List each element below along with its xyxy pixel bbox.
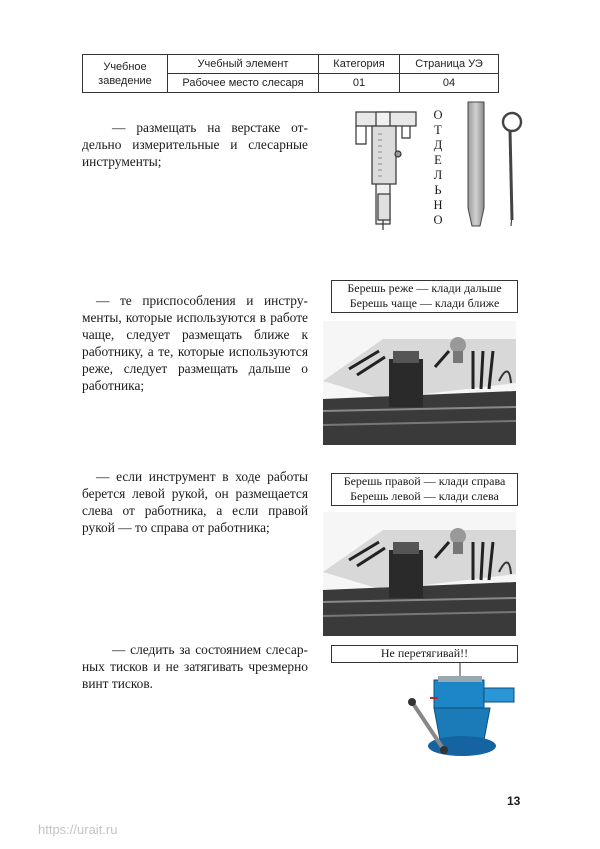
section-3-text: — если инструмент в ходе работы берется левой рукой, он размещается слева от работника, а если правой рукой — то справа от работника; xyxy=(82,469,308,535)
section-1-text: — размещать на верстаке отдельно измерительные и слесарные инструменты; xyxy=(82,120,308,169)
header-col-element: Учебный элемент xyxy=(168,55,319,74)
institution-cell: Учебное заведение xyxy=(83,55,168,93)
page-number: 13 xyxy=(507,794,521,808)
header-col-page: Страница УЭ xyxy=(400,55,499,74)
header-val-page: 04 xyxy=(400,74,499,93)
workbench-photo-1 xyxy=(323,321,516,445)
caliper-illustration xyxy=(352,104,420,232)
header-val-category: 01 xyxy=(319,74,400,93)
header-table xyxy=(82,54,499,93)
header-col-category: Категория xyxy=(319,55,400,74)
watermark-url: https://urait.ru xyxy=(38,822,118,837)
section-4-text: — следить за состоянием слесарных тисков и не затягивать чрезмерно винт тисков. xyxy=(82,642,308,691)
section-2-text: — те приспособления и инструменты, которые используются в работе чаще, следует размещать ближе к работнику, а те, которые используются реже, следует размещать дальше о работника; xyxy=(82,293,308,393)
vertical-word-separately: О Т Д Е Л Ь Н О xyxy=(433,108,443,227)
scriber-illustration xyxy=(496,108,526,226)
bench-vise-illustration xyxy=(404,662,516,766)
caption-box-hands: Берешь правой — клади справа Берешь левой — клади слева xyxy=(331,473,518,506)
caption-box-distance: Берешь реже — клади дальше Берешь чаще — клади ближе xyxy=(331,280,518,313)
caption-box-vise: Не перетягивай!! xyxy=(331,645,518,663)
header-val-element: Рабочее место слесаря xyxy=(168,74,319,93)
chisel-illustration xyxy=(462,100,490,230)
workbench-photo-2 xyxy=(323,512,516,636)
